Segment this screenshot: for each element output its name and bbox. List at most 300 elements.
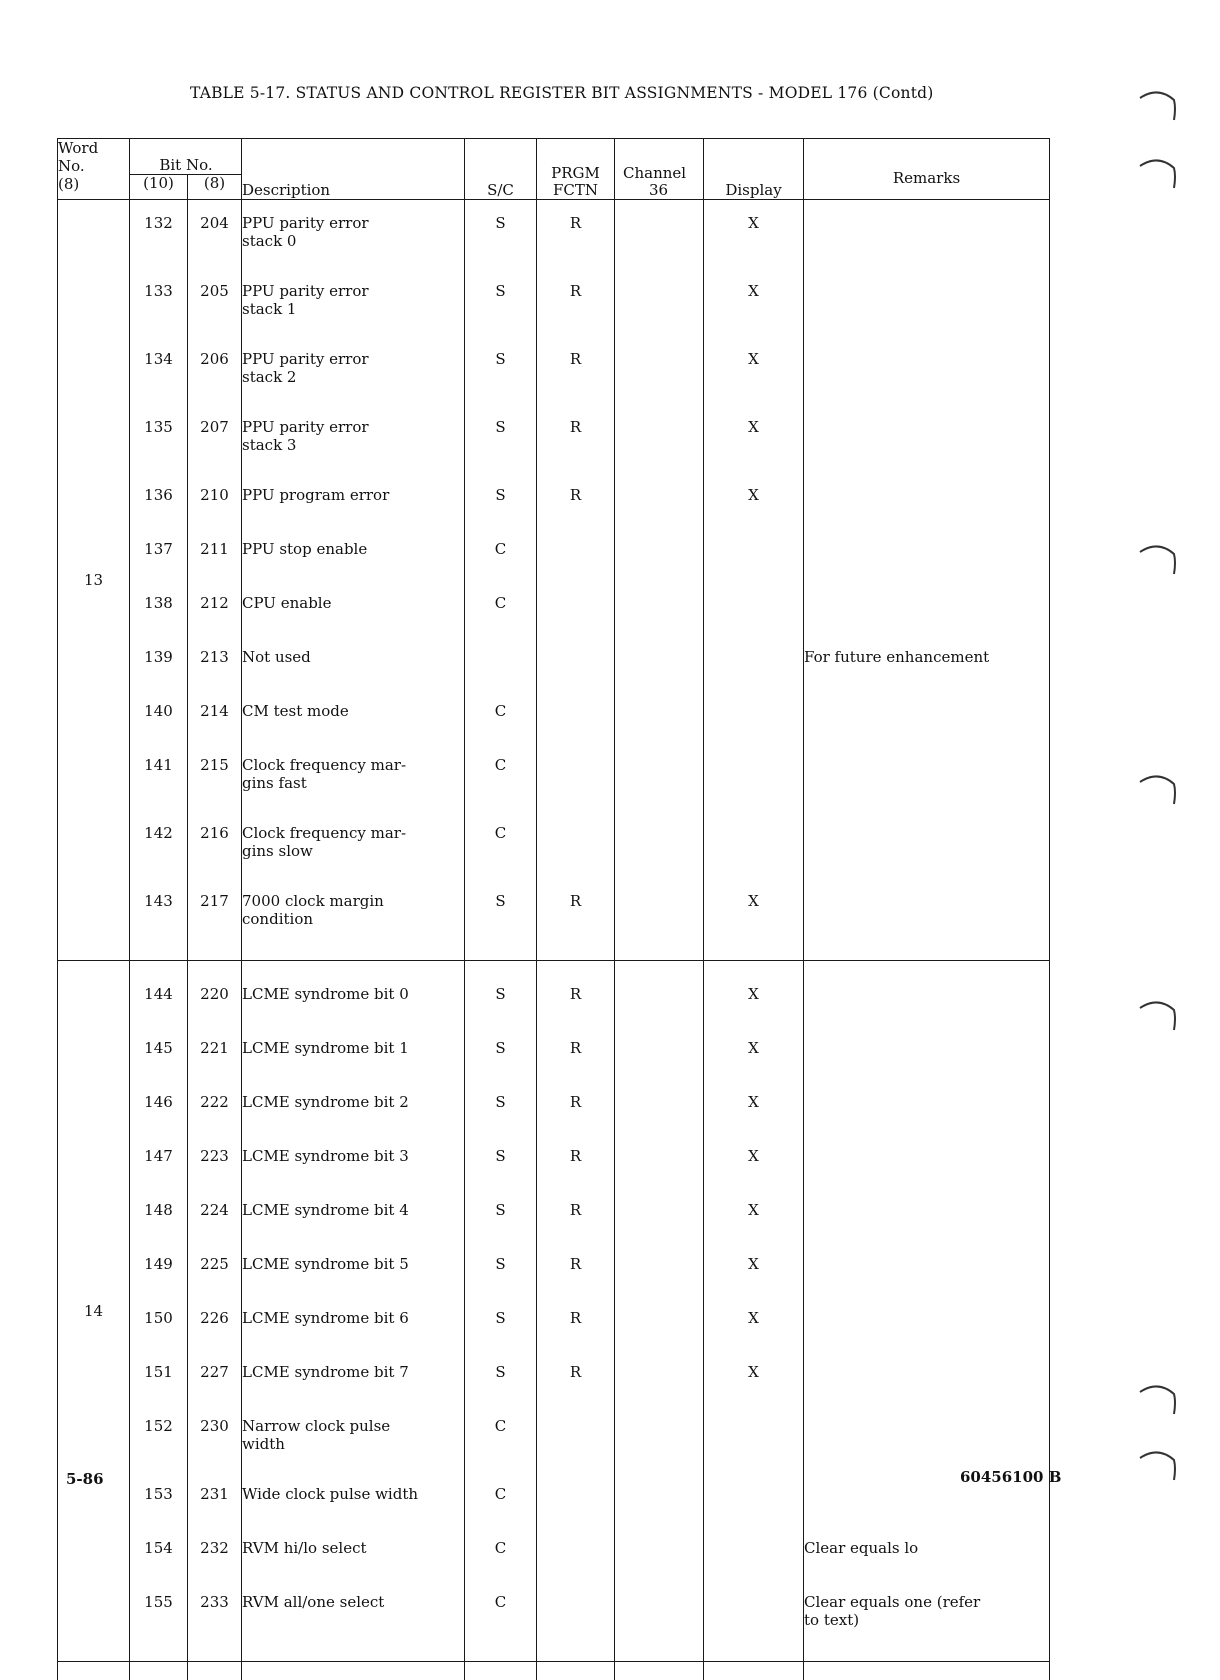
description — [242, 1403, 465, 1471]
channel-36 — [615, 336, 704, 404]
tail-cell — [58, 1662, 130, 1680]
remarks — [804, 1241, 1050, 1295]
display-flag — [704, 526, 804, 580]
display-flag-text: X — [704, 1363, 803, 1381]
bit-decimal — [130, 1133, 188, 1187]
display-flag — [704, 1525, 804, 1579]
remarks — [804, 634, 1050, 688]
status-control — [465, 336, 537, 404]
status-control — [465, 1295, 537, 1349]
description — [242, 404, 465, 472]
description-text: Wide clock pulse width — [242, 1485, 464, 1503]
description-text: Narrow clock pulse — [242, 1417, 464, 1435]
bit-octal — [188, 268, 242, 336]
bit-octal-text: 217 — [188, 892, 241, 910]
bit-octal — [188, 472, 242, 526]
channel-36 — [615, 404, 704, 472]
display-flag-text: X — [704, 214, 803, 232]
status-control-text: S — [465, 1309, 536, 1327]
bit-octal-text: 223 — [188, 1147, 241, 1165]
program-function-text: R — [537, 214, 614, 232]
program-function — [537, 688, 615, 742]
display-flag — [704, 1295, 804, 1349]
table-row — [58, 810, 1050, 878]
bit-decimal — [130, 336, 188, 404]
status-control — [465, 961, 537, 1026]
table-row — [58, 961, 1050, 1026]
description-text: stack 2 — [242, 368, 464, 386]
description — [242, 961, 465, 1026]
program-function-text: R — [537, 1147, 614, 1165]
program-function — [537, 634, 615, 688]
channel-36 — [615, 1525, 704, 1579]
status-control — [465, 472, 537, 526]
description-text: stack 0 — [242, 232, 464, 250]
display-flag — [704, 961, 804, 1026]
description — [242, 1133, 465, 1187]
bit-octal-text: 207 — [188, 418, 241, 436]
description-text: LCME syndrome bit 0 — [242, 985, 464, 1003]
display-flag — [704, 1187, 804, 1241]
remarks — [804, 268, 1050, 336]
status-control-text: S — [465, 985, 536, 1003]
channel-36 — [615, 1025, 704, 1079]
channel-36 — [615, 742, 704, 810]
table-row — [58, 1187, 1050, 1241]
status-control — [465, 404, 537, 472]
display-flag — [704, 472, 804, 526]
description — [242, 1187, 465, 1241]
description — [242, 1471, 465, 1525]
description-text: Clock frequency mar- — [242, 756, 464, 774]
header-bit8: (8) — [188, 175, 242, 200]
bit-decimal-text: 137 — [130, 540, 187, 558]
display-flag — [704, 742, 804, 810]
header-word-l3: (8) — [58, 175, 129, 193]
description — [242, 810, 465, 878]
bit-decimal-text: 145 — [130, 1039, 187, 1057]
description-text: CPU enable — [242, 594, 464, 612]
description-text: LCME syndrome bit 4 — [242, 1201, 464, 1219]
status-control-text: C — [465, 594, 536, 612]
binder-hole-icon — [1138, 154, 1178, 194]
description — [242, 1241, 465, 1295]
binder-hole-icon — [1138, 996, 1178, 1036]
bit-decimal-text: 148 — [130, 1201, 187, 1219]
remarks-text: Clear equals one (refer — [804, 1593, 1049, 1611]
display-flag — [704, 404, 804, 472]
bit-decimal — [130, 1525, 188, 1579]
description-text: LCME syndrome bit 2 — [242, 1093, 464, 1111]
program-function — [537, 1471, 615, 1525]
description — [242, 268, 465, 336]
channel-36 — [615, 1579, 704, 1662]
display-flag — [704, 1403, 804, 1471]
status-control — [465, 1471, 537, 1525]
word-number: 14 — [58, 961, 130, 1662]
bit-octal-text: 227 — [188, 1363, 241, 1381]
tail-cell — [804, 1662, 1050, 1680]
table-row — [58, 1579, 1050, 1662]
description-text: PPU parity error — [242, 418, 464, 436]
remarks — [804, 1295, 1050, 1349]
bit-decimal-text: 154 — [130, 1539, 187, 1557]
bit-octal-text: 226 — [188, 1309, 241, 1327]
channel-36 — [615, 1349, 704, 1403]
description-text: RVM hi/lo select — [242, 1539, 464, 1557]
description-text: Not used — [242, 648, 464, 666]
description-text: width — [242, 1435, 464, 1453]
bit-decimal-text: 132 — [130, 214, 187, 232]
program-function-text: R — [537, 1309, 614, 1327]
table-row — [58, 742, 1050, 810]
table-row — [58, 200, 1050, 269]
description — [242, 580, 465, 634]
bit-octal-text: 225 — [188, 1255, 241, 1273]
binder-hole-icon — [1138, 540, 1178, 580]
bit-decimal — [130, 688, 188, 742]
program-function — [537, 1525, 615, 1579]
bit-decimal-text: 147 — [130, 1147, 187, 1165]
description-text: LCME syndrome bit 1 — [242, 1039, 464, 1057]
display-flag — [704, 1133, 804, 1187]
description-text: PPU stop enable — [242, 540, 464, 558]
remarks — [804, 742, 1050, 810]
bit-decimal — [130, 200, 188, 269]
table-row — [58, 268, 1050, 336]
program-function — [537, 1579, 615, 1662]
channel-36 — [615, 878, 704, 961]
status-control — [465, 1241, 537, 1295]
display-flag — [704, 336, 804, 404]
display-flag-text: X — [704, 1255, 803, 1273]
display-flag — [704, 688, 804, 742]
doc-number: 60456100 B — [960, 1468, 1061, 1486]
display-flag-text: X — [704, 418, 803, 436]
status-control-text: C — [465, 702, 536, 720]
status-control-text: C — [465, 1593, 536, 1611]
program-function — [537, 1025, 615, 1079]
table-tail — [58, 1662, 1050, 1680]
display-flag — [704, 1079, 804, 1133]
program-function — [537, 1349, 615, 1403]
table-row — [58, 526, 1050, 580]
display-flag-text: X — [704, 1093, 803, 1111]
status-control — [465, 526, 537, 580]
display-flag-text: X — [704, 985, 803, 1003]
table-row — [58, 1025, 1050, 1079]
description — [242, 1295, 465, 1349]
channel-36 — [615, 810, 704, 878]
status-control — [465, 1579, 537, 1662]
program-function — [537, 742, 615, 810]
bit-decimal — [130, 810, 188, 878]
bit-decimal — [130, 1471, 188, 1525]
bit-decimal-text: 139 — [130, 648, 187, 666]
remarks — [804, 688, 1050, 742]
bit-decimal-text: 150 — [130, 1309, 187, 1327]
table-row — [58, 688, 1050, 742]
binder-hole-icon — [1138, 770, 1178, 810]
bit-decimal-text: 140 — [130, 702, 187, 720]
remarks — [804, 1079, 1050, 1133]
channel-36 — [615, 1241, 704, 1295]
program-function-text: R — [537, 282, 614, 300]
description-text: stack 1 — [242, 300, 464, 318]
program-function — [537, 336, 615, 404]
remarks — [804, 1025, 1050, 1079]
description — [242, 200, 465, 269]
bit-octal-text: 220 — [188, 985, 241, 1003]
header-prgm-l2: FCTN — [537, 182, 614, 199]
display-flag — [704, 634, 804, 688]
bit-decimal — [130, 1349, 188, 1403]
bit-octal — [188, 878, 242, 961]
bit-octal — [188, 1187, 242, 1241]
description-text: gins fast — [242, 774, 464, 792]
display-flag-text: X — [704, 1039, 803, 1057]
description-text: LCME syndrome bit 6 — [242, 1309, 464, 1327]
description — [242, 742, 465, 810]
bit-octal — [188, 1133, 242, 1187]
remarks — [804, 1349, 1050, 1403]
binder-hole-icon — [1138, 1446, 1178, 1486]
remarks — [804, 878, 1050, 961]
program-function-text: R — [537, 1363, 614, 1381]
header-channel-l2: 36 — [623, 182, 703, 199]
program-function — [537, 404, 615, 472]
bit-decimal-text: 151 — [130, 1363, 187, 1381]
remarks — [804, 1187, 1050, 1241]
header-description: Description — [242, 139, 465, 200]
status-control — [465, 580, 537, 634]
status-control-text: C — [465, 824, 536, 842]
status-control — [465, 742, 537, 810]
status-control — [465, 810, 537, 878]
header-word-l2: No. — [58, 157, 129, 175]
status-control-text: C — [465, 1485, 536, 1503]
header-bit10: (10) — [130, 175, 188, 200]
bit-octal-text: 231 — [188, 1485, 241, 1503]
description — [242, 1525, 465, 1579]
status-control-text: S — [465, 1147, 536, 1165]
bit-decimal — [130, 1403, 188, 1471]
status-control — [465, 1349, 537, 1403]
description — [242, 878, 465, 961]
header-prgm-l1: PRGM — [537, 165, 614, 182]
channel-36 — [615, 472, 704, 526]
table-row — [58, 878, 1050, 961]
bit-octal — [188, 1025, 242, 1079]
program-function-text: R — [537, 1093, 614, 1111]
display-flag — [704, 580, 804, 634]
description — [242, 336, 465, 404]
binder-hole-icon — [1138, 86, 1178, 126]
table-row — [58, 634, 1050, 688]
remarks-text: For future enhancement — [804, 648, 1049, 666]
display-flag — [704, 268, 804, 336]
bit-decimal-text: 135 — [130, 418, 187, 436]
bit-decimal-text: 155 — [130, 1593, 187, 1611]
header-sc: S/C — [465, 139, 537, 200]
channel-36 — [615, 526, 704, 580]
bit-octal-text: 232 — [188, 1539, 241, 1557]
bit-decimal — [130, 1241, 188, 1295]
bit-octal — [188, 526, 242, 580]
program-function-text: R — [537, 1201, 614, 1219]
description — [242, 526, 465, 580]
status-control — [465, 1133, 537, 1187]
description — [242, 1025, 465, 1079]
bit-decimal-text: 141 — [130, 756, 187, 774]
program-function-text: R — [537, 486, 614, 504]
bit-decimal-text: 143 — [130, 892, 187, 910]
bit-decimal — [130, 526, 188, 580]
bit-octal — [188, 1471, 242, 1525]
channel-36 — [615, 1403, 704, 1471]
bit-octal — [188, 1403, 242, 1471]
table-row — [58, 1349, 1050, 1403]
bit-octal-text: 205 — [188, 282, 241, 300]
table-row — [58, 1079, 1050, 1133]
channel-36 — [615, 961, 704, 1026]
channel-36 — [615, 1295, 704, 1349]
bit-decimal-text: 152 — [130, 1417, 187, 1435]
bit-decimal — [130, 580, 188, 634]
tail-cell — [465, 1662, 537, 1680]
description-text: RVM all/one select — [242, 1593, 464, 1611]
channel-36 — [615, 1471, 704, 1525]
program-function — [537, 961, 615, 1026]
channel-36 — [615, 1133, 704, 1187]
bit-decimal-text: 153 — [130, 1485, 187, 1503]
bit-decimal-text: 136 — [130, 486, 187, 504]
bit-octal — [188, 200, 242, 269]
header-bit-label: Bit No. — [130, 157, 242, 175]
display-flag — [704, 1471, 804, 1525]
bit-octal-text: 206 — [188, 350, 241, 368]
program-function — [537, 472, 615, 526]
page-number: 5-86 — [66, 1470, 104, 1488]
bit-octal-text: 214 — [188, 702, 241, 720]
remarks — [804, 1525, 1050, 1579]
bit-octal — [188, 1241, 242, 1295]
status-control-text: S — [465, 1039, 536, 1057]
status-control — [465, 688, 537, 742]
status-control-text: S — [465, 1093, 536, 1111]
bit-octal — [188, 961, 242, 1026]
tail-cell — [537, 1662, 615, 1680]
program-function — [537, 810, 615, 878]
status-control-text: C — [465, 1539, 536, 1557]
status-control-text: S — [465, 282, 536, 300]
header-word — [58, 139, 130, 200]
program-function-text: R — [537, 418, 614, 436]
bit-decimal-text: 134 — [130, 350, 187, 368]
bit-octal — [188, 1349, 242, 1403]
description — [242, 634, 465, 688]
bit-octal — [188, 688, 242, 742]
remarks — [804, 472, 1050, 526]
table-row — [58, 1295, 1050, 1349]
description — [242, 1349, 465, 1403]
description-text: LCME syndrome bit 7 — [242, 1363, 464, 1381]
bit-octal-text: 221 — [188, 1039, 241, 1057]
remarks-text: Clear equals lo — [804, 1539, 1049, 1557]
description — [242, 1079, 465, 1133]
channel-36 — [615, 580, 704, 634]
table-row — [58, 1403, 1050, 1471]
table-row — [58, 1133, 1050, 1187]
remarks — [804, 404, 1050, 472]
display-flag — [704, 1241, 804, 1295]
status-control-text: S — [465, 214, 536, 232]
tail-cell — [242, 1662, 465, 1680]
program-function-text: R — [537, 350, 614, 368]
bit-octal — [188, 1525, 242, 1579]
display-flag-text: X — [704, 486, 803, 504]
bit-octal-text: 213 — [188, 648, 241, 666]
bit-decimal — [130, 1025, 188, 1079]
description-text: PPU program error — [242, 486, 464, 504]
bit-octal-text: 230 — [188, 1417, 241, 1435]
channel-36 — [615, 200, 704, 269]
bit-octal-text: 233 — [188, 1593, 241, 1611]
description-text: PPU parity error — [242, 214, 464, 232]
channel-36 — [615, 268, 704, 336]
status-control-text: C — [465, 756, 536, 774]
display-flag — [704, 1579, 804, 1662]
remarks — [804, 1403, 1050, 1471]
remarks — [804, 526, 1050, 580]
status-control-text: S — [465, 350, 536, 368]
status-control-text: S — [465, 1363, 536, 1381]
bit-octal-text: 210 — [188, 486, 241, 504]
description — [242, 688, 465, 742]
bit-decimal — [130, 1187, 188, 1241]
bit-octal — [188, 810, 242, 878]
program-function — [537, 1187, 615, 1241]
status-control — [465, 1403, 537, 1471]
bit-octal — [188, 404, 242, 472]
bit-decimal — [130, 1579, 188, 1662]
display-flag — [704, 810, 804, 878]
bit-decimal-text: 138 — [130, 594, 187, 612]
header-remarks: Remarks — [804, 139, 1050, 200]
description-text: LCME syndrome bit 3 — [242, 1147, 464, 1165]
program-function — [537, 1295, 615, 1349]
bit-decimal — [130, 1079, 188, 1133]
program-function — [537, 1403, 615, 1471]
description-text: stack 3 — [242, 436, 464, 454]
remarks — [804, 200, 1050, 269]
tail-cell — [704, 1662, 804, 1680]
status-control-text: C — [465, 540, 536, 558]
description-text: gins slow — [242, 842, 464, 860]
header-bit — [130, 139, 242, 176]
display-flag — [704, 878, 804, 961]
remarks — [804, 1579, 1050, 1662]
tail-cell — [130, 1662, 188, 1680]
header-channel — [615, 139, 704, 200]
display-flag — [704, 1349, 804, 1403]
remarks — [804, 810, 1050, 878]
display-flag — [704, 1025, 804, 1079]
binder-hole-icon — [1138, 1380, 1178, 1420]
status-control — [465, 1525, 537, 1579]
status-control — [465, 634, 537, 688]
display-flag-text: X — [704, 282, 803, 300]
